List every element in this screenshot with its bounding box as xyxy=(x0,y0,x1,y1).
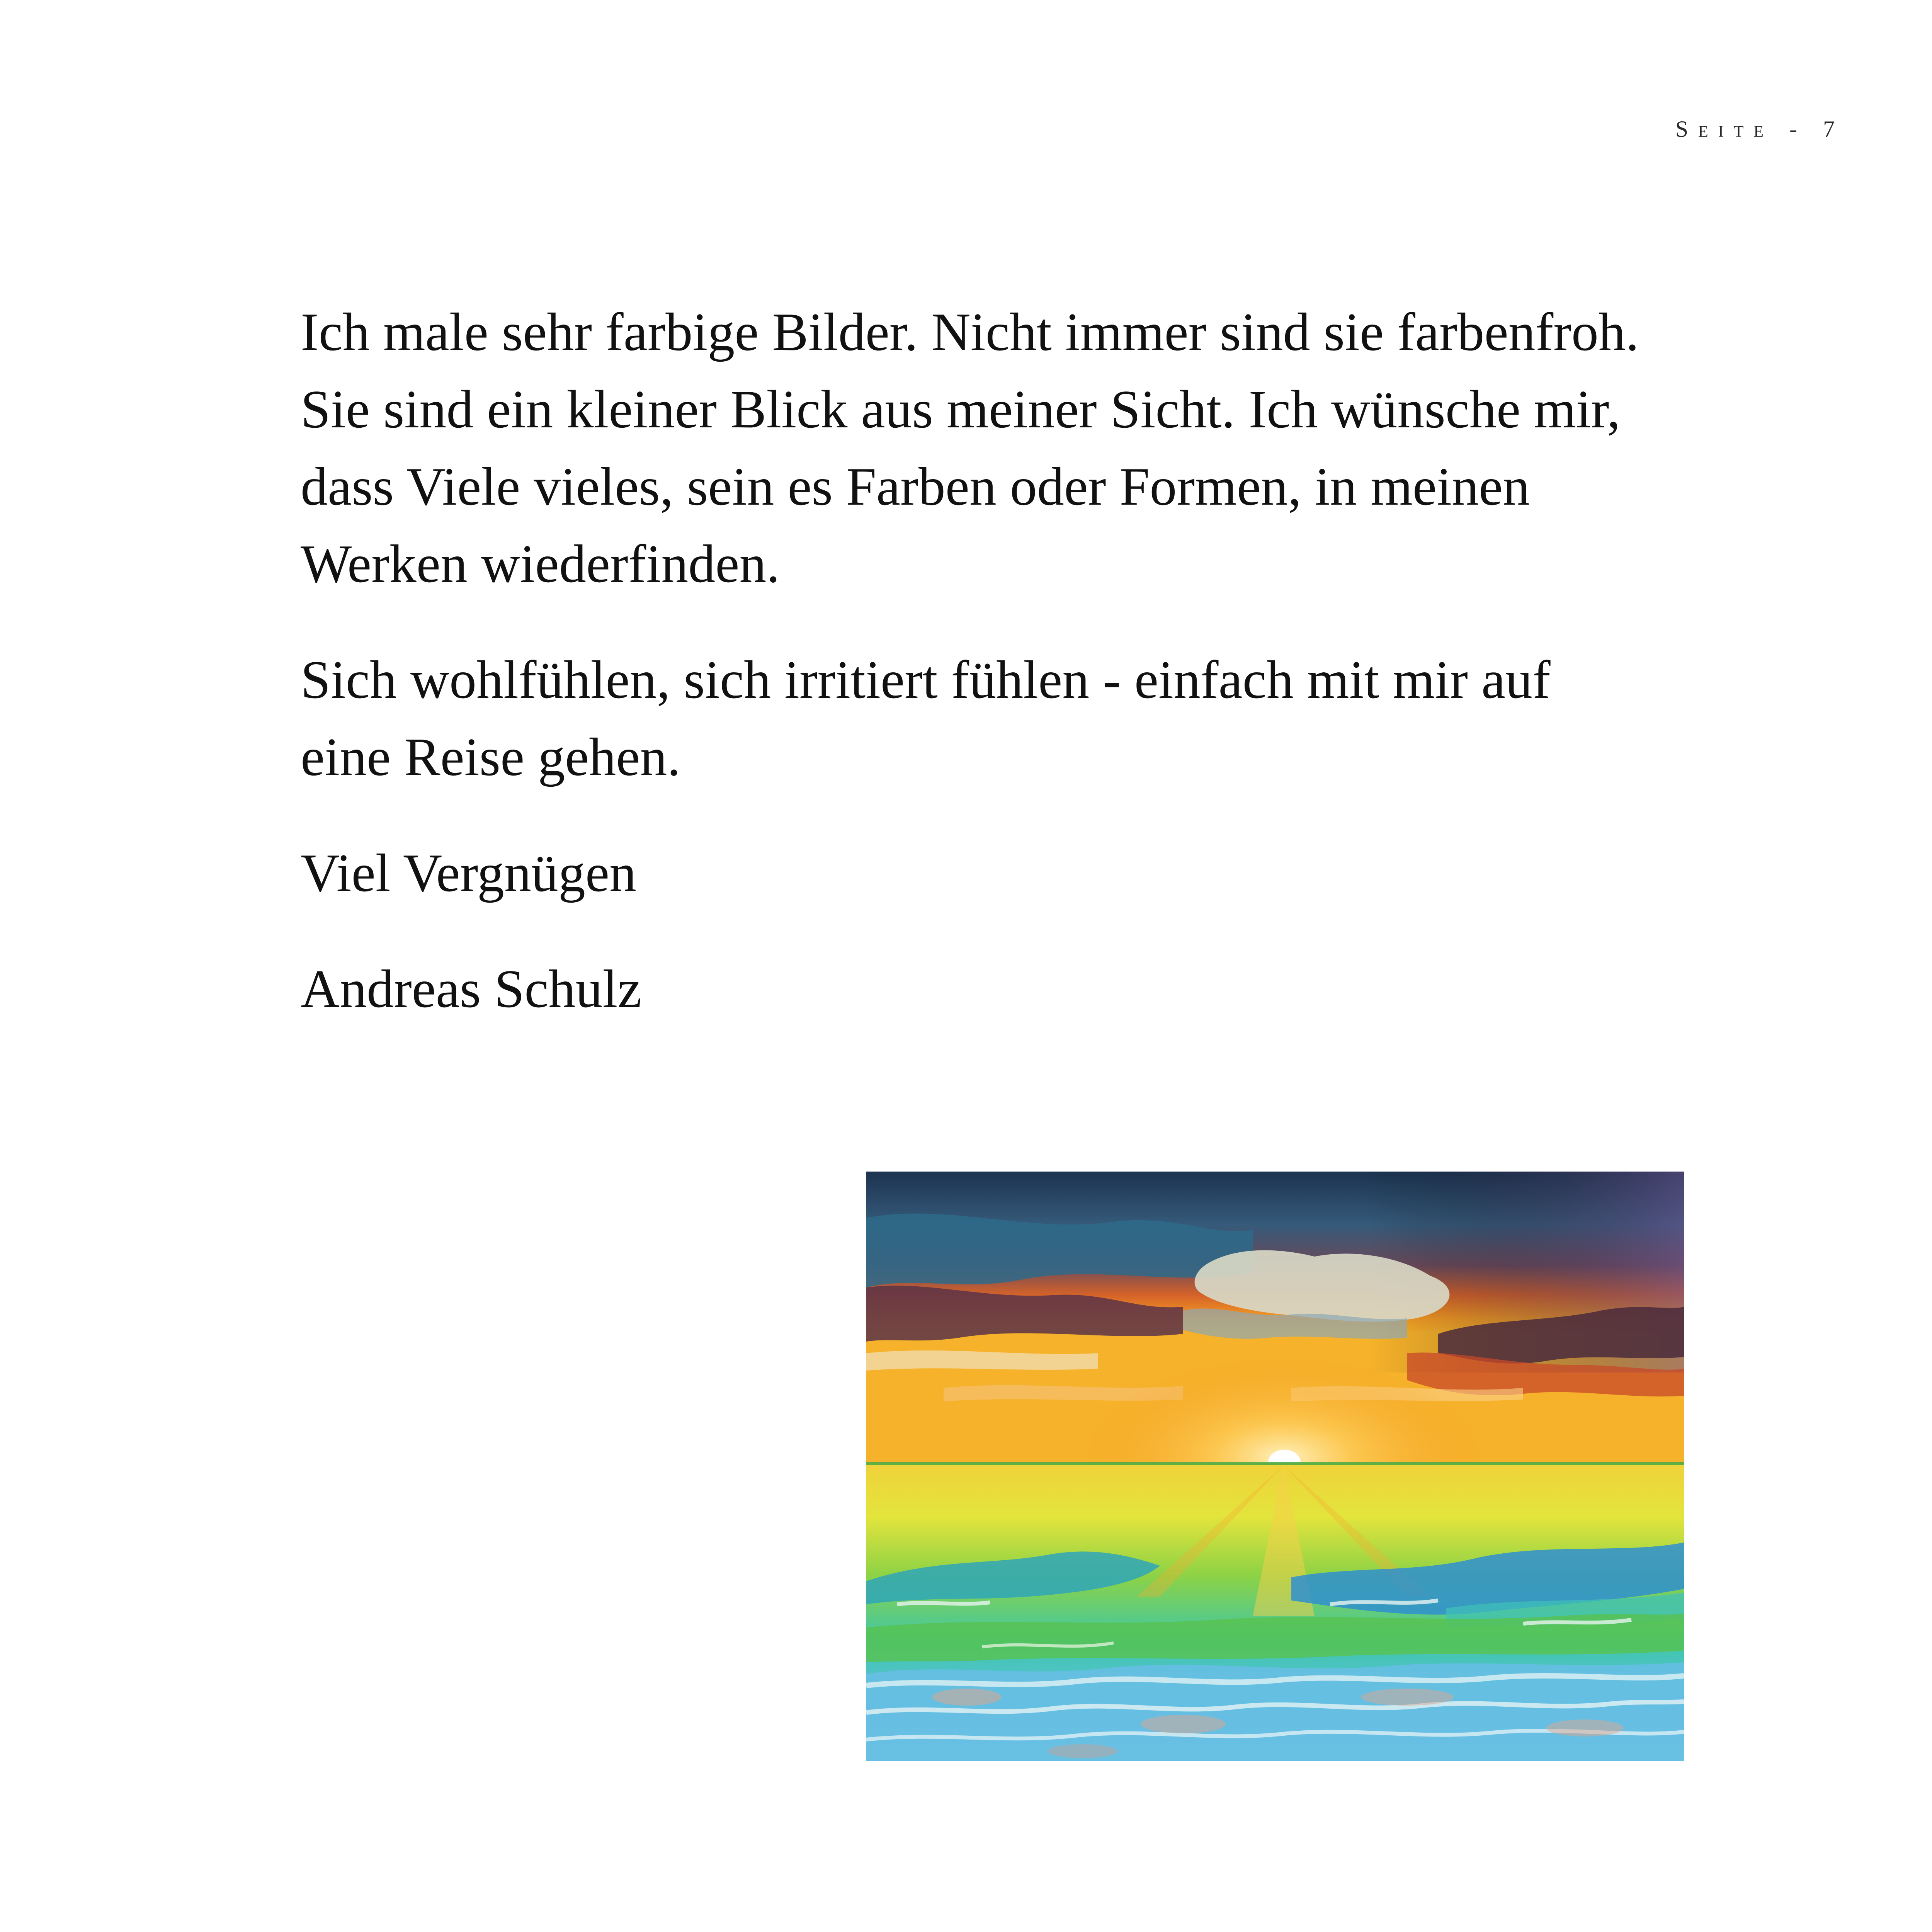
page-number: Seite - 7 xyxy=(1675,116,1845,142)
paragraph-intro: Ich male sehr farbige Bilder. Nicht immer sind sie farbenfroh. Sie sind ein kleiner Blick aus meiner Sicht. Ich wünsche mir, dass Viele vieles, sein es Farben oder Formen, in meinen Werken wiederfinden. xyxy=(301,302,1639,594)
greeting: Viel Vergnügen xyxy=(301,843,637,903)
sunset-painting xyxy=(866,1172,1684,1761)
sunset-painting-graphic xyxy=(866,1172,1684,1761)
paragraph-journey: Sich wohlfühlen, sich irritiert fühlen - einfach mit mir auf eine Reise gehen. xyxy=(301,650,1551,787)
author-signature: Andreas Schulz xyxy=(301,959,642,1019)
body-text xyxy=(301,294,1653,1066)
